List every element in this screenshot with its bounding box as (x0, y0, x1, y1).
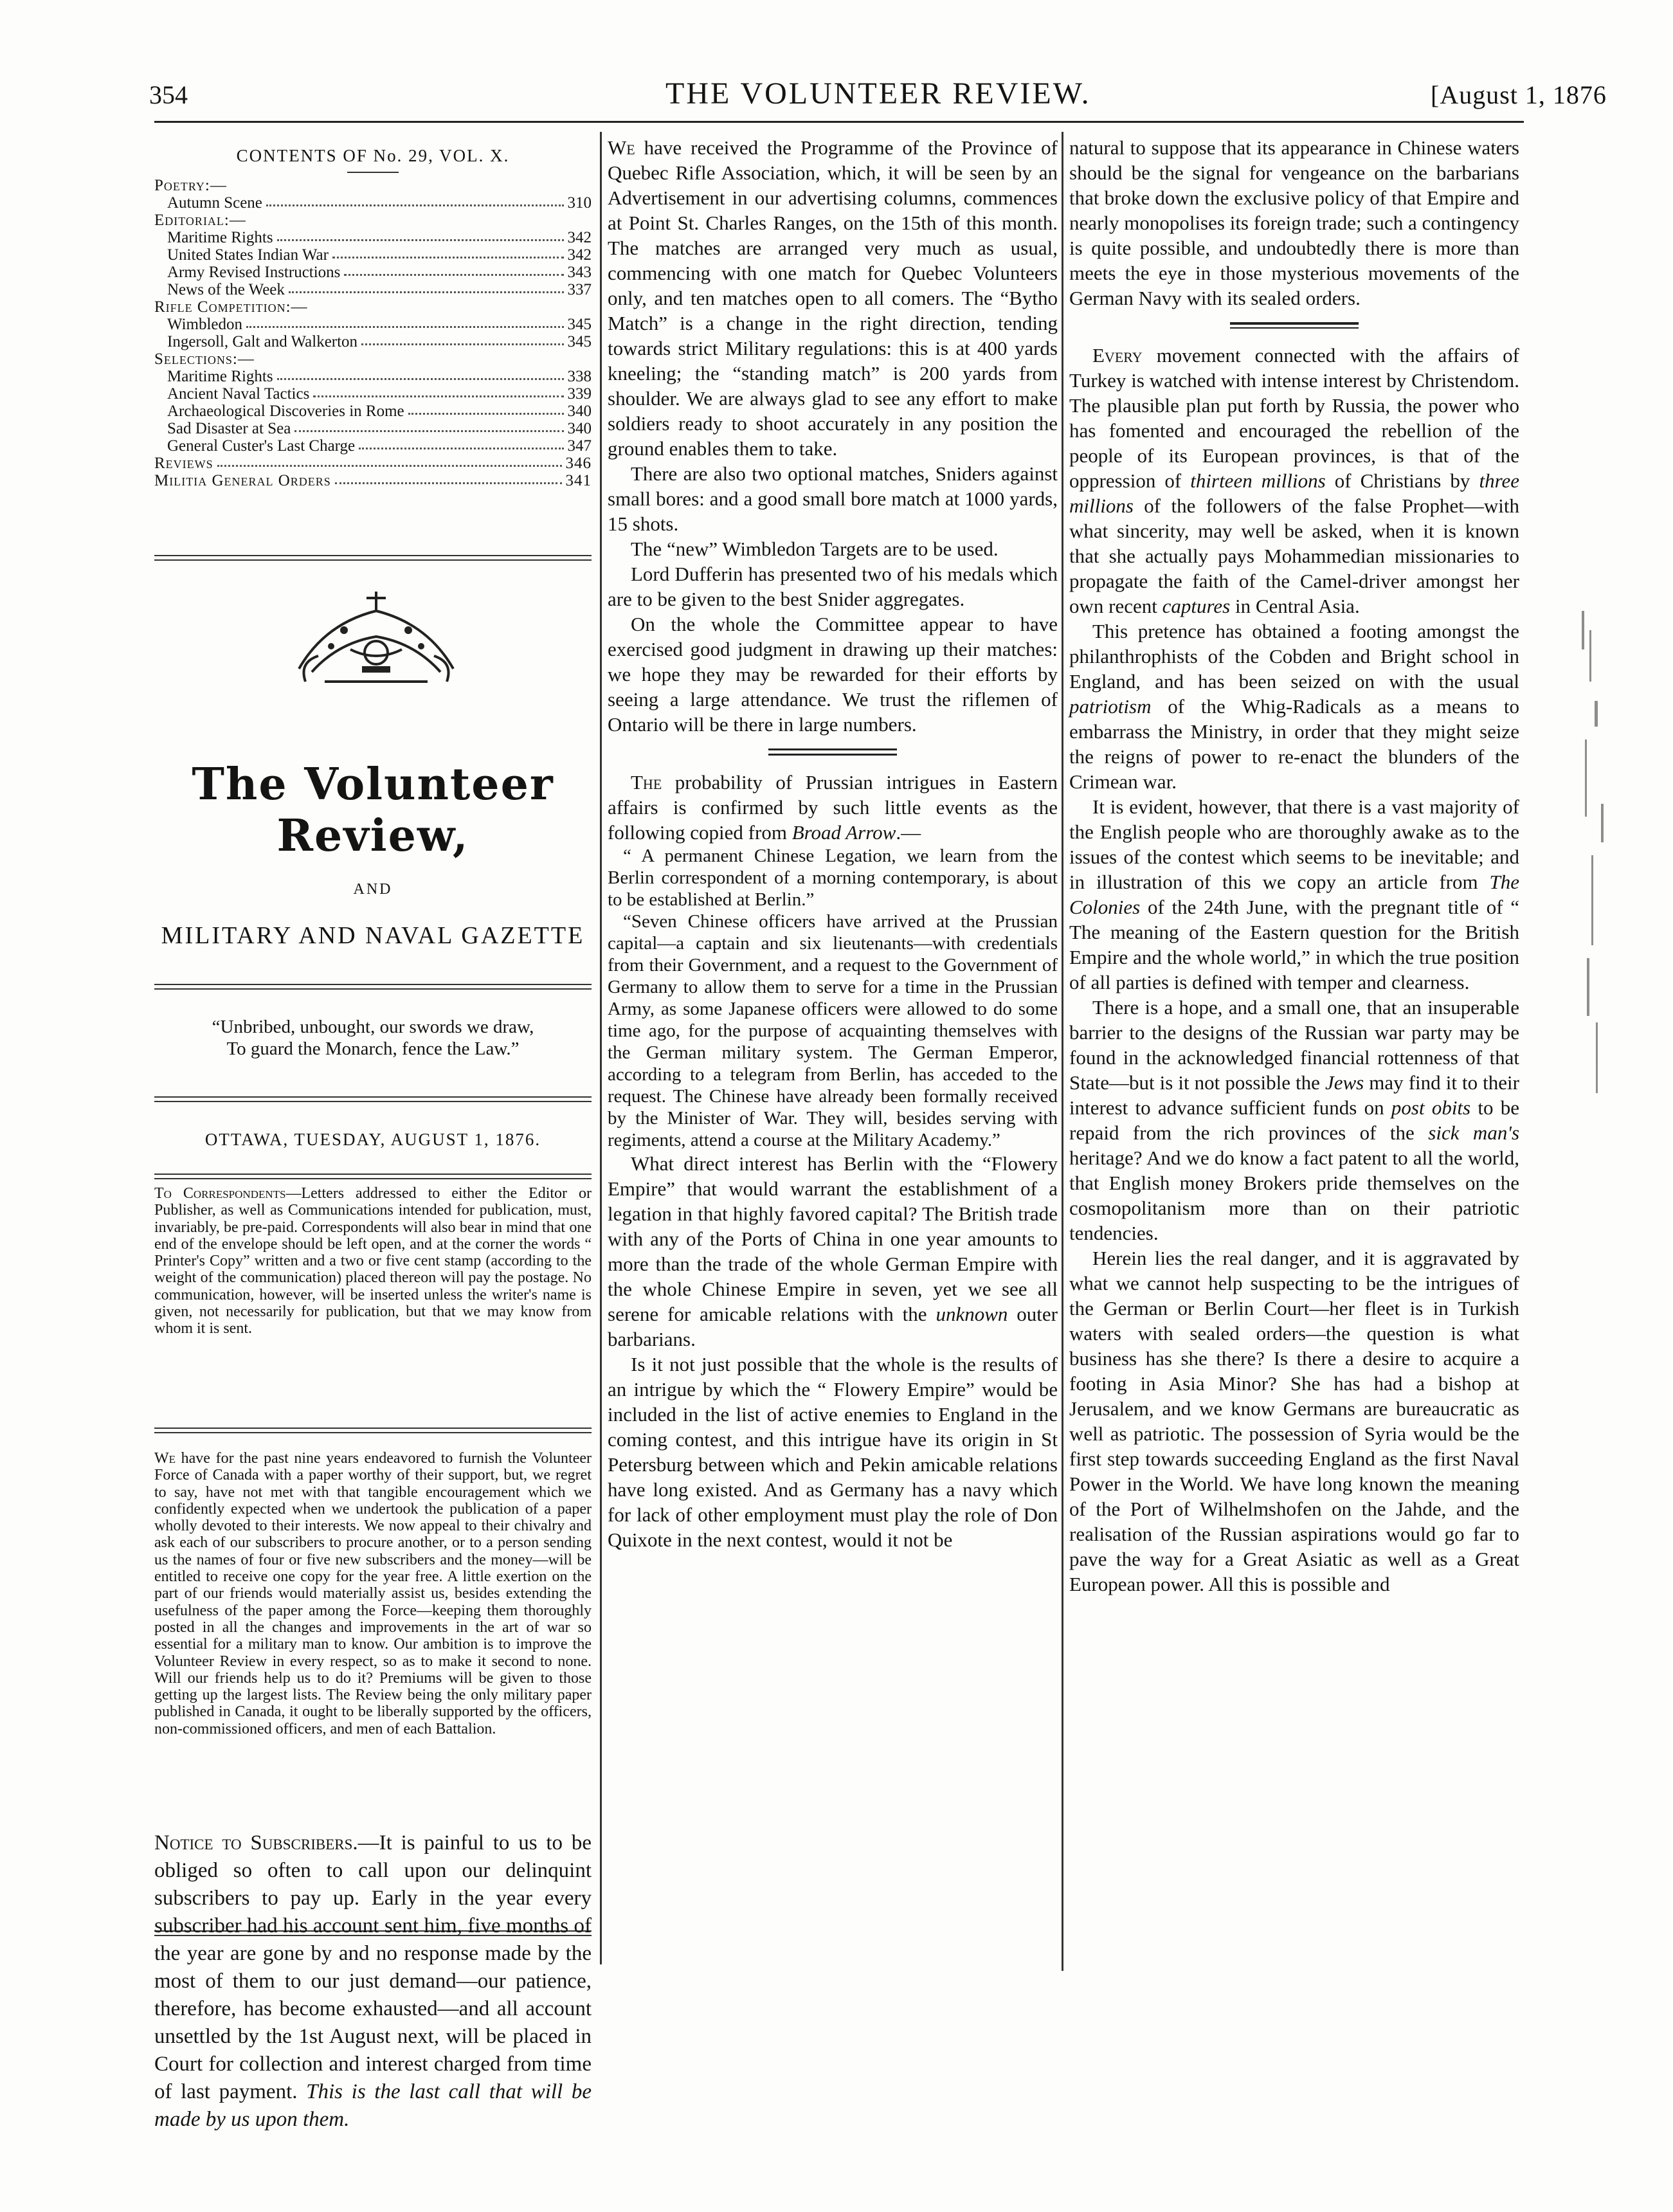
contents-bottom-rule (154, 555, 592, 561)
scan-noise (1556, 611, 1633, 1138)
article-paragraph: The “new” Wimbledon Targets are to be used. (631, 538, 999, 560)
masthead-subtitle: MILITARY AND NAVAL GAZETTE (161, 922, 585, 949)
crest-emblem (286, 585, 466, 694)
table-of-contents (154, 177, 592, 489)
toc-entry: Wimbledon 345 (167, 316, 592, 333)
header-date: [August 1, 1876 (1431, 80, 1607, 109)
page-number: 354 (149, 80, 188, 109)
section-rule (154, 1428, 592, 1433)
toc-section-heading: Editorial:— (154, 212, 246, 229)
header-rule (154, 121, 1524, 123)
column-2 (608, 135, 1058, 1552)
article-paragraph: Lord Dufferin has presented two of his medals which are to be given to the best Snider aggregates. (608, 563, 1058, 610)
toc-entry-reviews: Reviews 346 (154, 455, 592, 472)
subscribers-notice: Notice to Subscribers.—It is painful to us to be obliged so often to call upon our delinquint subscribers to pay up. Early in the year every subscriber had his account sent him, five months of the year are gone by and no response made by the most of them to our just demand—our patience, therefore, has become exhausted—and all account unsettled by the 1st August next, will be placed in Court for collection and interest charged from time of last payment. This is the last call that will be made by us upon them. (154, 1831, 592, 2131)
article-paragraph: On the whole the Committee appear to have exercised good judgment in drawing up their matches: we hope they may be rewarded for their efforts by seeing a large attendance. We trust the riflemen of Ontario will be there in large numbers. (608, 613, 1058, 736)
quoted-paragraph: “ A permanent Chinese Legation, we learn from the Berlin correspondent of a morning contemporary, is about to be established at Berlin.” (608, 846, 1058, 910)
article-paragraph: natural to suppose that its appearance in Chinese waters should be the signal for vengeance on the barbarians that broke down the exclusive policy of that Empire and nearly monopolises its foreign trade; such a contingency is quite possible, and undoubtedly there is more than meets the eye in those mysterious movements of the German Navy with its sealed orders. (1069, 136, 1519, 309)
toc-section-heading: Poetry:— (154, 177, 227, 194)
article-paragraph: Herein lies the real danger, and it is aggravated by what we cannot help suspecting to be the intrigues of the German or Berlin Court—her fleet is in Turkish waters with sealed orders—the question is what business has she there? Is there a desire to acquire a footing in Asia Minor? She has had a bishop at Jerusalem, and we know Germans are bureaucratic as well as patriotic. The possession of Syria would be the first step towards succeeding England as the first Naval Power in the World. We have long known the meaning of the Port of Wilhelmshofen on the Jahde, and the realisation of the Russian aspirations would go far to pave the way for a Great Asiatic as well as a Great European power. All this is possible and (1069, 1247, 1519, 1595)
dateline-rule (154, 1174, 592, 1179)
masthead-rule (154, 984, 592, 990)
page-header (0, 0, 1673, 129)
toc-section-heading: Selections:— (154, 350, 255, 368)
column-1 (154, 132, 592, 2131)
quoted-paragraph: “Seven Chinese officers have arrived at the Prussian capital—a captain and six lieutenants—with credentials from their Government, and a request to the Government of Germany to allow them to serve for a time in the Prussian Army, as some Japanese officers were allowed to do some time ago, for the purpose of acquainting themselves with the German military system. The German Emperor, according to a telegram from Berlin, has acceded to the request. The Chinese have already been formally received by the Minister of War. They will, besides serving with regiments, attend a course at the Military Academy.” (608, 911, 1058, 1150)
masthead-and: AND (353, 881, 393, 898)
correspondents-notice: To Correspondents—Letters addressed to either the Editor or Publisher, as well as Communications intended for publication, must, invariably, be pre-paid. Correspondents will also bear in mind that one end of the envelope should be left open, and at the corner the words “ Printer's Copy” written and a two or five cent stamp (according to the weight of the communication) placed thereon will pay the postage. No communication, however, will be inserted unless the writer's name is given, not necessarily for publication, but that we may know from whom it is sent. (154, 1185, 592, 1337)
masthead-motto: “Unbribed, unbought, our swords we draw, To guard the Monarch, fence the Law.” (212, 1017, 534, 1059)
article-paragraph: There are also two optional matches, Sniders against small bores: and a good small bore match at 1000 yards, 15 shots. (608, 462, 1058, 535)
article-paragraph: This pretence has obtained a footing amongst the philanthrophists of the Cobden and Bright school in England, and has been seized on with the usual patriotism of the Whig-Radicals as a means to embarrass the Ministry, in order that they might seize the reigns of power to re-enact the blunders of the Crimean war. (1069, 620, 1519, 793)
masthead-title: The Volunteer Review, (192, 759, 554, 862)
column-rule-1 (600, 132, 602, 1964)
article-separator (768, 748, 897, 756)
column-3 (1069, 135, 1519, 1597)
toc-entry: General Custer's Last Charge 347 (167, 437, 592, 455)
toc-entry: Ingersoll, Galt and Walkerton 345 (167, 333, 592, 350)
dateline: OTTAWA, TUESDAY, AUGUST 1, 1876. (204, 1130, 541, 1149)
rifle-association-paragraph: We have received the Programme of the Province of Quebec Rifle Association, which, it will be seen by an Advertisement in our advertising columns, commences at Point St. Charles Ranges, on the 15th of this month. The matches are arranged very much as usual, commencing with one match for Quebec Volunteers only, and ten matches open to all comers. The “Bytho Match” is a change in the right direction, tending towards strict Military regulations: this is at 400 yards kneeling; the “standing match” is 200 yards from shoulder. We are always glad to see any effort to make soldiers ready to shoot accurately in any position the ground enables them to take. (608, 136, 1058, 460)
contents-rule (347, 172, 399, 173)
toc-entry: Ancient Naval Tactics 339 (167, 385, 592, 403)
toc-entry: Archaeological Discoveries in Rome 340 (167, 403, 592, 420)
toc-entry: United States Indian War 342 (167, 246, 592, 264)
article-paragraph: What direct interest has Berlin with the “Flowery Empire” that would warrant the establishment of a legation in that highly favored capital? The British trade with any of the Ports of China in one year amounts to more than the trade of the whole German Empire with the whole Chinese Empire in seven, yet we see all serene for amicable relations with the unknown outer barbarians. (608, 1152, 1058, 1350)
toc-section-heading: Rifle Competition:— (154, 298, 308, 316)
toc-entry: Army Revised Instructions 343 (167, 264, 592, 281)
appeal-paragraph: We have for the past nine years endeavored to furnish the Volunteer Force of Canada with a paper worthy of their support, but, we regret to say, have not met with that tangible encouragement which we confidently expected when we undertook the publication of a paper wholly devoted to their interests. We now appeal to their chivalry and ask each of our subscribers to procure another, or to a person sending us the names of four or five new subscribers and the money—will be entitled to receive one copy for the year free. A little exertion on the part of our friends would materially assist us, besides extending the usefulness of the paper among the Force—keeping them thoroughly posted in all the changes and improvements in the art of war so essential for a military man to know. Our ambition is to improve the Volunteer Review in every respect, so as to make it second to none. Will our friends help us to do it? Premiums will be given to those getting up the largest lists. The Review being the only military paper published in Canada, it ought to be liberally supported by the officers, non-commissioned officers, and men of each Battalion. (154, 1450, 592, 1737)
column-rule-2 (1062, 132, 1063, 1971)
toc-entry-militia: Militia General Orders 341 (154, 472, 592, 489)
contents-title: CONTENTS OF No. 29, VOL. X. (236, 146, 510, 165)
article-separator (1230, 322, 1359, 329)
toc-entry: Autumn Scene 310 (167, 194, 592, 212)
turkey-affairs-paragraph: Every movement connected with the affairs of Turkey is watched with intense interest by Christendom. The plausible plan put forth by Russia, the power who has fomented and encouraged the rebellion of the people of its European provinces, is that of the oppression of thirteen millions of Christians by three millions of the followers of the false Prophet—with what sincerity, may well be asked, when it is known that she actually pays Mohammedian missionaries to propagate the faith of the Camel-driver amongst her own recent captures in Central Asia. (1069, 344, 1520, 617)
toc-entry: Maritime Rights 342 (167, 229, 592, 246)
article-paragraph: There is a hope, and a small one, that an insuperable barrier to the designs of the Russian war party may be found in the acknowledged financial rottenness of that State—but is it not possible the Jews may find it to their interest to advance sufficient funds on post obits to be repaid from the rich provinces of the sick man's heritage? And we do know a fact patent to all the world, that English money Brokers pride themselves on the cosmopolitanism more than on their patriotic tendencies. (1069, 996, 1520, 1244)
running-title: THE VOLUNTEER REVIEW. (665, 77, 1091, 111)
motto-rule (154, 1096, 592, 1102)
prussian-intrigue-paragraph: The probability of Prussian intrigues in Eastern affairs is confirmed by such little events as the following copied from Broad Arrow.— (608, 771, 1058, 844)
toc-entry: Sad Disaster at Sea 340 (167, 420, 592, 437)
toc-entry: Maritime Rights 338 (167, 368, 592, 385)
article-paragraph: Is it not just possible that the whole is the results of an intrigue by which the “ Flowery Empire” would be included in the list of active enemies to England in the coming contest, and this intrigue have its origin in St Petersburg between which and Pekin amicable relations have long existed. And as Germany has a navy which for lack of other employment must play the role of Don Quixote in the next contest, would it not be (608, 1353, 1058, 1551)
toc-entry: News of the Week 337 (167, 281, 592, 298)
article-paragraph: It is evident, however, that there is a vast majority of the English people who are thoroughly awake as to the issues of the contest which seems to be inevitable; and in illustration of this we copy an article from The Colonies of the 24th June, with the pregnant title of “ The meaning of the Eastern question for the British Empire and the whole world,” in which the true position of all parties is defined with temper and clearness. (1069, 795, 1519, 993)
